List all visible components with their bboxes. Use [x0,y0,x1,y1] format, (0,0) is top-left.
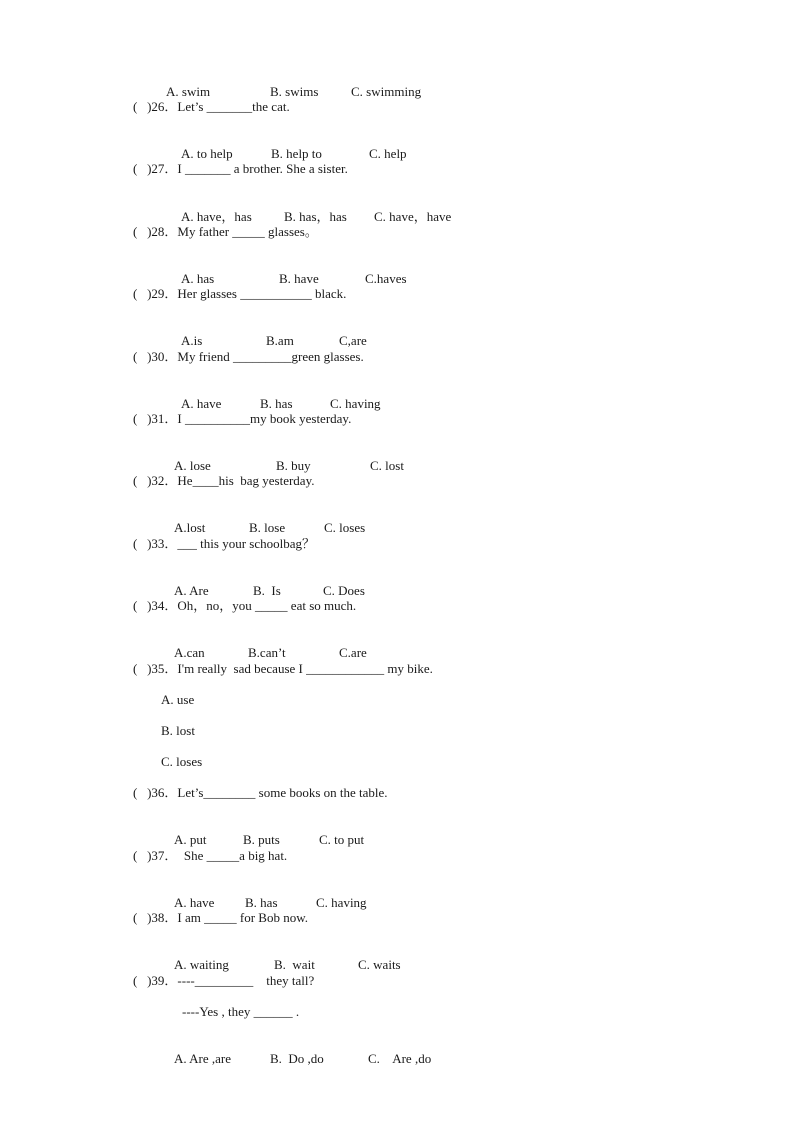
answer-bracket: ( [133,99,138,114]
answer-bracket: ( [133,161,138,176]
question-36 [133,785,388,801]
answer-bracket: ( [133,910,138,925]
option-35-a: A. use [161,692,195,707]
answer-bracket: ( [133,848,138,863]
option-a: A. has [181,271,215,286]
option-b: B. puts [243,832,280,847]
option-b: B. buy [276,458,311,473]
question-38 [133,910,308,926]
question-33 [133,536,315,552]
option-b: B. Is [253,583,281,598]
option-b: B. swims [270,84,319,99]
option-a: A. swim [166,84,211,99]
option-b: B.am [266,333,294,348]
option-35-c: C. loses [161,754,203,769]
option-a: A. Are [174,583,209,598]
question-39 [133,973,314,989]
question-text: )34．Oh，no，you _____ eat so much. [137,598,357,613]
option-b: B. help to [271,146,322,161]
option-c: C. help [369,146,407,161]
option-c: C.are [339,645,367,660]
answer-bracket: ( [133,661,138,676]
answer-bracket: ( [133,973,138,988]
answer-bracket: ( [133,411,138,426]
option-c: C. waits [358,957,401,972]
answer-bracket: ( [133,536,138,551]
option-a: A. put [174,832,207,847]
option-b: B. have [279,271,319,286]
question-text: )30．My friend _________green glasses. [137,349,364,364]
option-b: B. wait [274,957,315,972]
option-b: B. lose [249,520,286,535]
question-28 [133,224,318,240]
question-text: )28．My father _____ glasses。 [137,224,318,239]
option-b: B. has，has [284,209,347,224]
option-c: C. having [330,396,381,411]
option-a: A. have [181,396,222,411]
option-a: A. waiting [174,957,229,972]
question-text: )31．I __________my book yesterday. [137,411,352,426]
option-c: C. lost [370,458,404,473]
option-35-b: B. lost [161,723,195,738]
question-text: )33．___ this your schoolbag？ [137,536,315,551]
options-39 [161,1035,431,1083]
option-c: C. to put [319,832,365,847]
option-c: C. Are ,do [368,1051,432,1066]
option-a: A. have，has [181,209,252,224]
answer-bracket: ( [133,473,138,488]
question-text: )38．I am _____ for Bob now. [137,910,309,925]
option-b: B. Do ,do [270,1051,324,1066]
option-a: A. to help [181,146,233,161]
question-text: )39．----_________ they tall? [137,973,315,988]
option-c: C. having [316,895,367,910]
question-27 [133,161,348,177]
question-37 [133,848,287,864]
option-a: A. have [174,895,215,910]
option-b: B.can’t [248,645,286,660]
option-a: A. Are ,are [174,1051,232,1066]
question-text: )37． She _____a big hat. [137,848,288,863]
answer-bracket: ( [133,785,138,800]
option-a: A.can [174,645,205,660]
question-text: )36．Let’s________ some books on the table. [137,785,388,800]
option-a: A. lose [174,458,211,473]
answer-bracket: ( [133,349,138,364]
answer-bracket: ( [133,286,138,301]
option-c: C.haves [365,271,407,286]
question-text: )32．He____his bag yesterday. [137,473,315,488]
option-c: C. swimming [351,84,422,99]
question-32 [133,473,315,489]
option-c: C,are [339,333,367,348]
answer-bracket: ( [133,224,138,239]
option-a: A.lost [174,520,206,535]
question-31 [133,411,351,427]
option-b: B. has [260,396,293,411]
question-text: )27．I _______ a brother. She a sister. [137,161,348,176]
option-c: C. have，have [374,209,452,224]
question-29 [133,286,346,302]
question-35 [133,661,433,677]
question-26 [133,99,290,115]
option-b: B. has [245,895,278,910]
option-c: C. loses [324,520,366,535]
question-39-reply: ----Yes , they ______ . [182,1004,300,1019]
question-34 [133,598,356,614]
question-30 [133,349,364,365]
question-text: )35．I'm really sad because I ____________ my bike. [137,661,433,676]
question-text: )29．Her glasses ___________ black. [137,286,347,301]
question-text: )26．Let’s _______the cat. [137,99,290,114]
answer-bracket: ( [133,598,138,613]
option-c: C. Does [323,583,365,598]
option-a: A.is [181,333,203,348]
